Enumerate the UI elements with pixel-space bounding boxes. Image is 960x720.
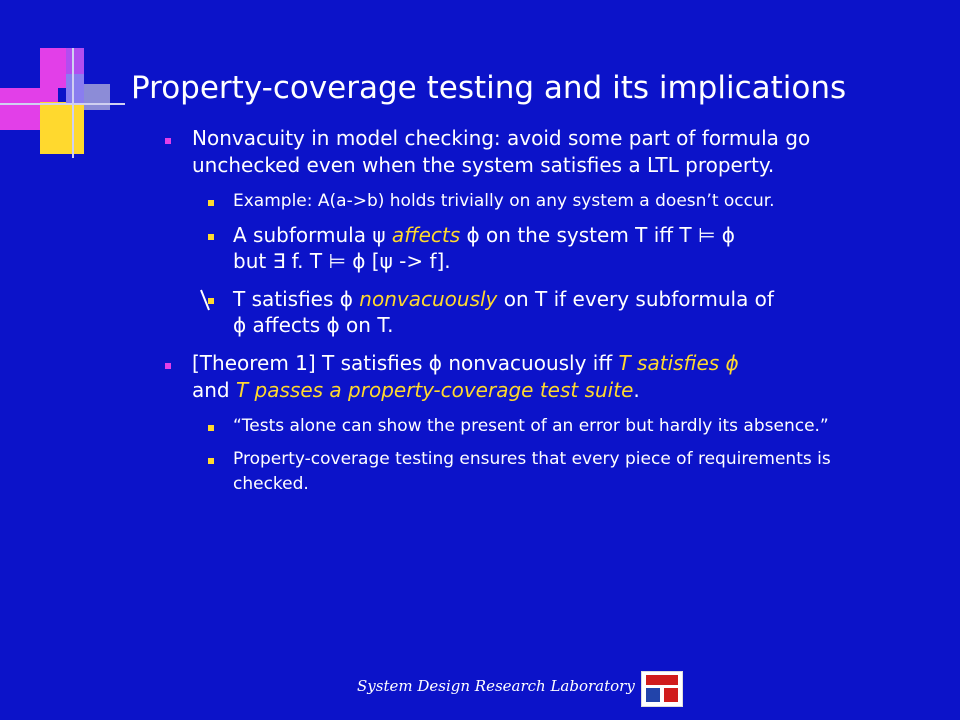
text: on T if every subformula of bbox=[497, 287, 774, 311]
slide-content bbox=[163, 125, 883, 505]
phi-symbol: ϕ bbox=[428, 351, 442, 375]
slide-title: Property-coverage testing and its implications bbox=[131, 70, 847, 106]
affects-term: affects bbox=[385, 223, 467, 247]
psi-symbol: ψ bbox=[372, 223, 386, 247]
sub-bullet-affects bbox=[208, 222, 883, 274]
decoration-block bbox=[84, 84, 110, 110]
text: and bbox=[192, 378, 236, 402]
logo-shield-right bbox=[664, 688, 678, 702]
decoration-block bbox=[66, 104, 84, 154]
logo-top-band bbox=[646, 675, 678, 685]
sub-bullet-coverage: Property-coverage testing ensures that every piece of requirements is checked. bbox=[208, 447, 883, 497]
sub-bullet-nonvacuous bbox=[208, 286, 883, 338]
decoration-line bbox=[0, 103, 125, 105]
text: . bbox=[633, 378, 640, 402]
logo-shield-left bbox=[646, 688, 660, 702]
decoration-line bbox=[72, 48, 74, 158]
phi-symbol: ϕ bbox=[466, 223, 480, 247]
text: but ∃ f. T ⊨ ϕ [ψ -> f]. bbox=[233, 249, 451, 273]
text: [Theorem 1] T satisfies bbox=[192, 351, 429, 375]
university-logo bbox=[641, 671, 683, 707]
footer-lab-name: System Design Research Laboratory bbox=[357, 677, 635, 695]
decoration-block bbox=[66, 48, 84, 74]
decoration-block bbox=[40, 102, 66, 154]
sub-bullet-example: Example: A(a->b) holds trivially on any system a doesn’t occur. bbox=[208, 189, 883, 214]
annotation-stroke bbox=[198, 286, 212, 314]
text: T satisfies bbox=[233, 287, 340, 311]
decoration-block bbox=[40, 48, 66, 88]
theorem-highlight: T passes a property-coverage test suite bbox=[235, 378, 634, 402]
bullet-theorem bbox=[163, 350, 883, 404]
sub-bullet-quote: “Tests alone can show the present of an error but hardly its absence.” bbox=[208, 414, 883, 439]
text: A subformula bbox=[233, 223, 373, 247]
text: ϕ affects ϕ on T. bbox=[233, 313, 394, 337]
theorem-highlight: T satisfies ϕ bbox=[618, 351, 739, 375]
phi-symbol: ϕ bbox=[339, 287, 353, 311]
nonvacuously-term: nonvacuously bbox=[352, 287, 498, 311]
text: on the system T iff T ⊨ ϕ bbox=[479, 223, 735, 247]
bullet-nonvacuity: Nonvacuity in model checking: avoid some part of formula go unchecked even when the system satisfies a LTL property. bbox=[163, 125, 883, 179]
decoration-block bbox=[66, 74, 84, 104]
text: nonvacuously iff bbox=[442, 351, 619, 375]
